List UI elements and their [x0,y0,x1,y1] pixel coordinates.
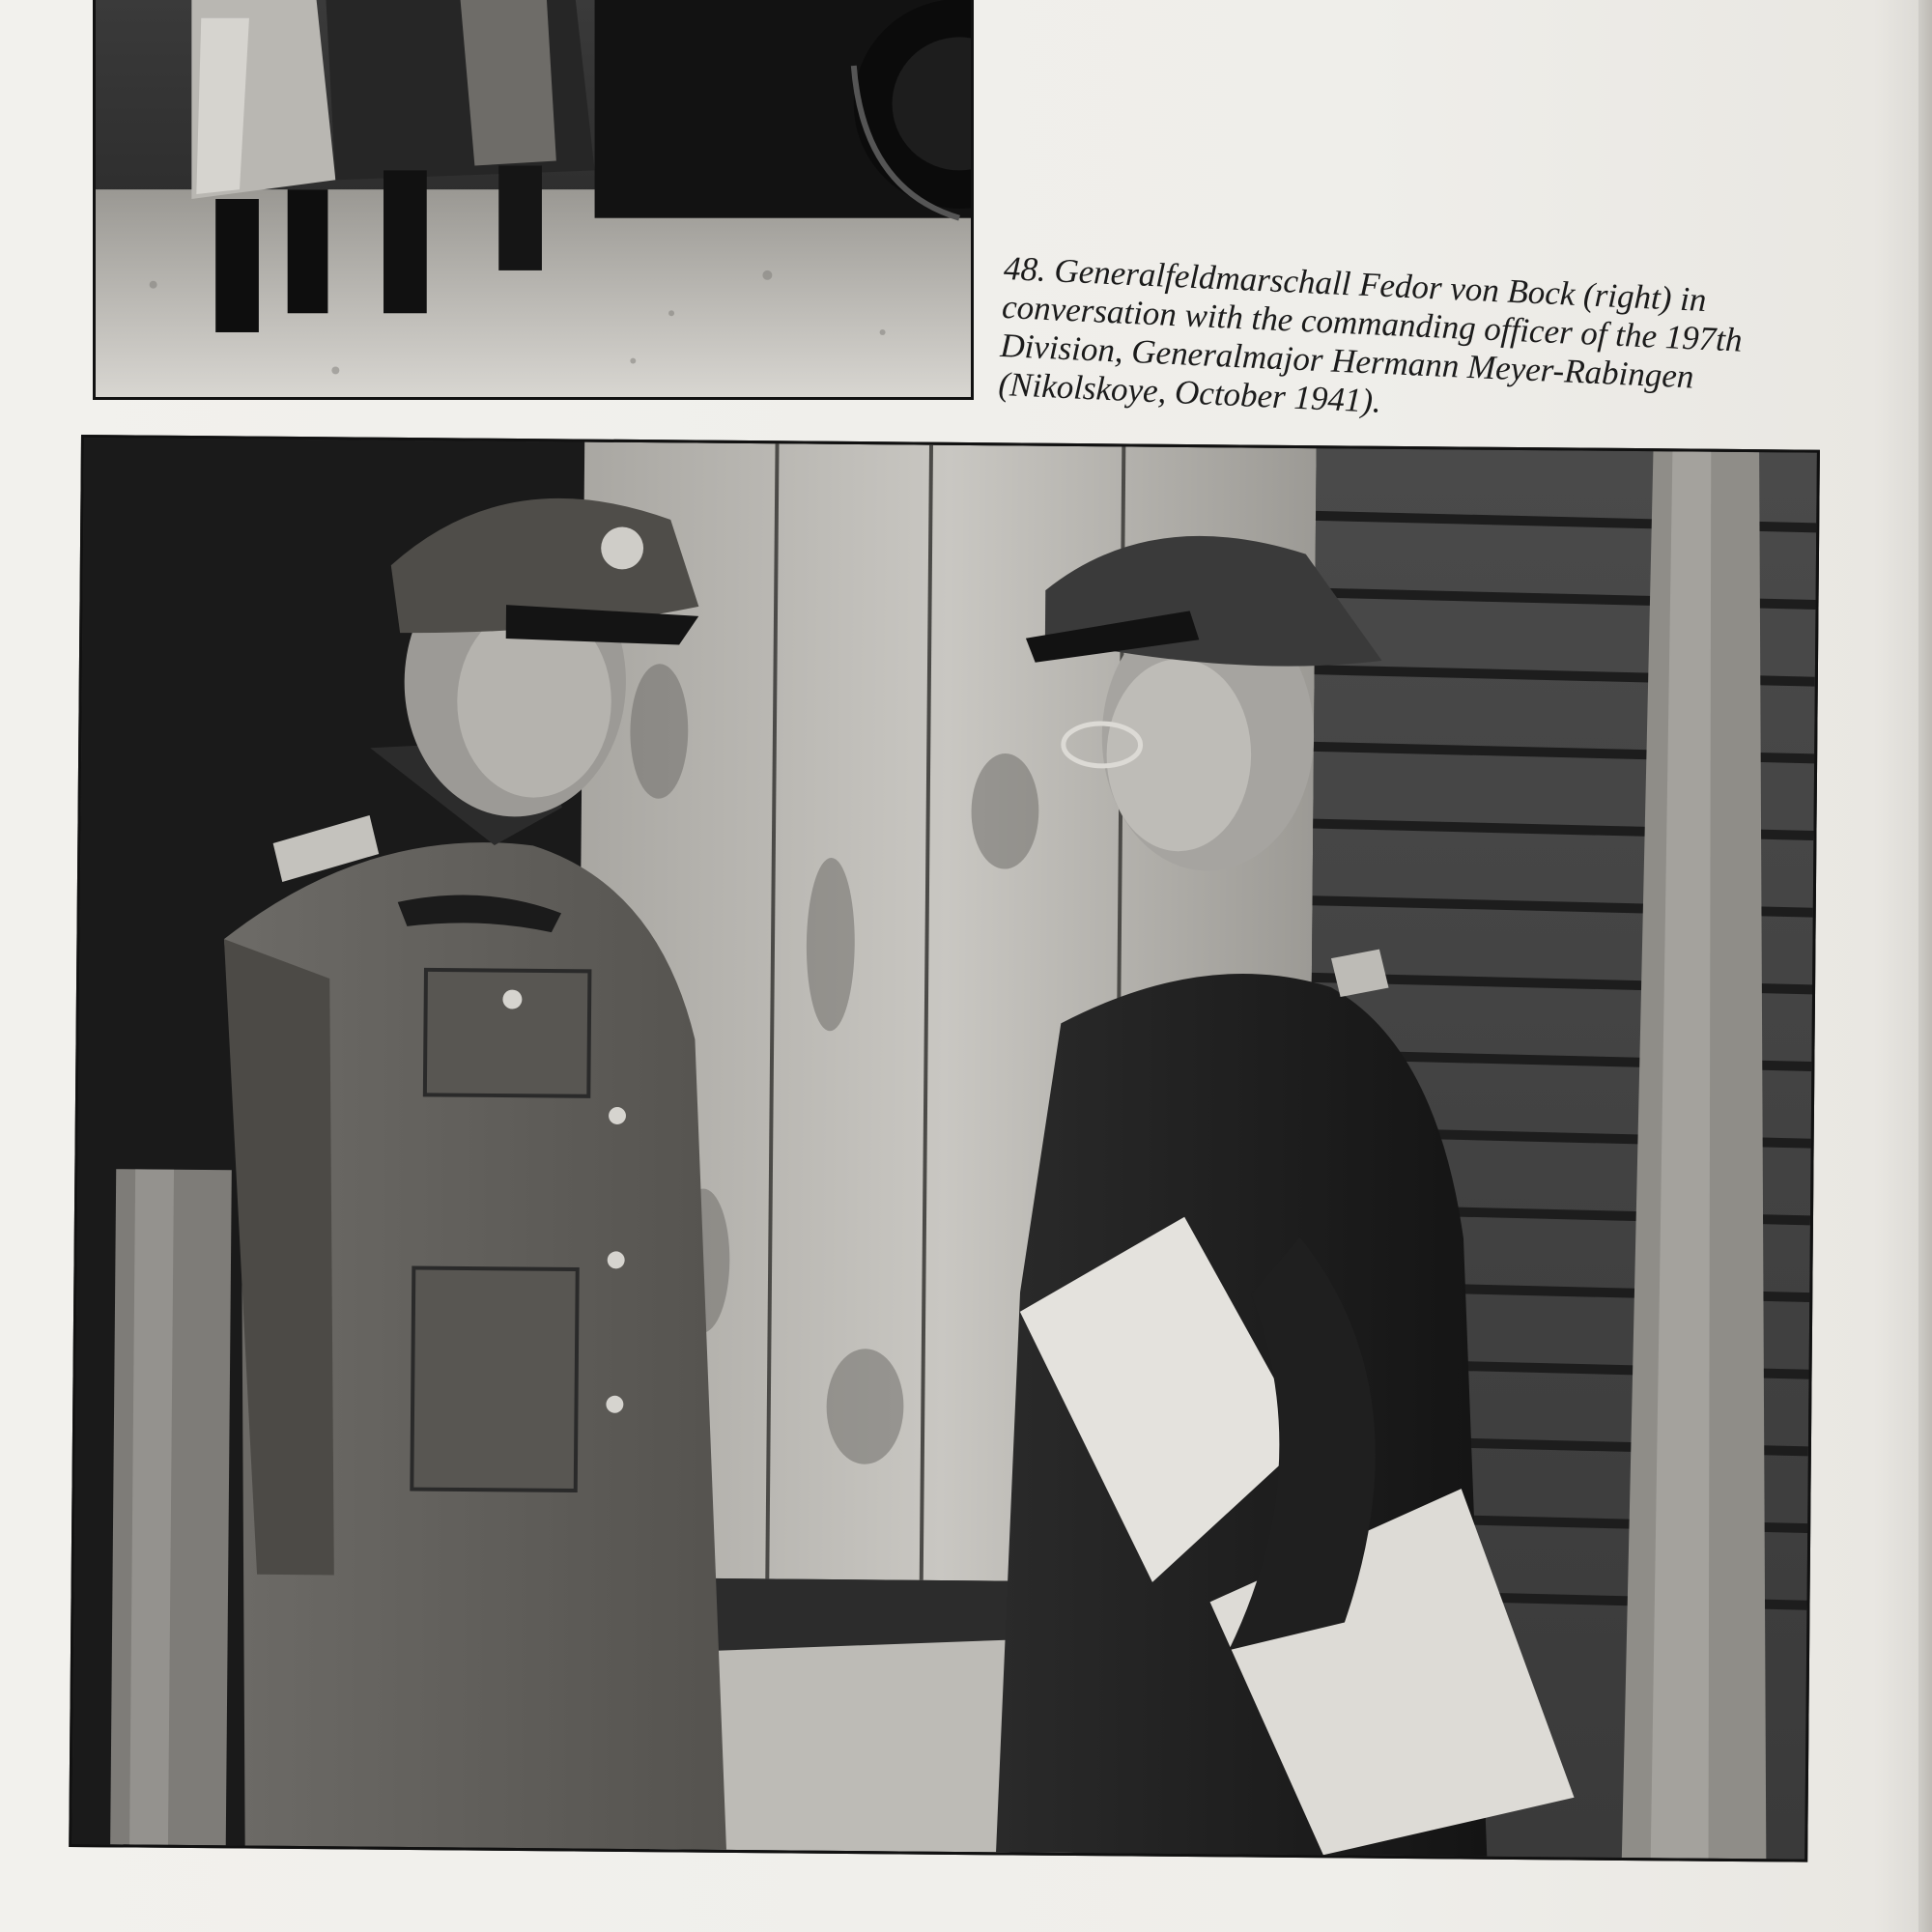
top-photograph-image [96,0,971,397]
main-photograph [69,435,1820,1862]
main-photograph-image [71,438,1817,1860]
page-edge [1918,0,1932,1932]
top-photograph [93,0,974,400]
photo-caption: 48. Generalfeldmarschall Fedor von Bock (right) in conversation with the commanding officer of the 197th Division, Generalmajor Hermann Meyer-Rabingen (Nikolskoye, October 1941). [997,249,1744,420]
